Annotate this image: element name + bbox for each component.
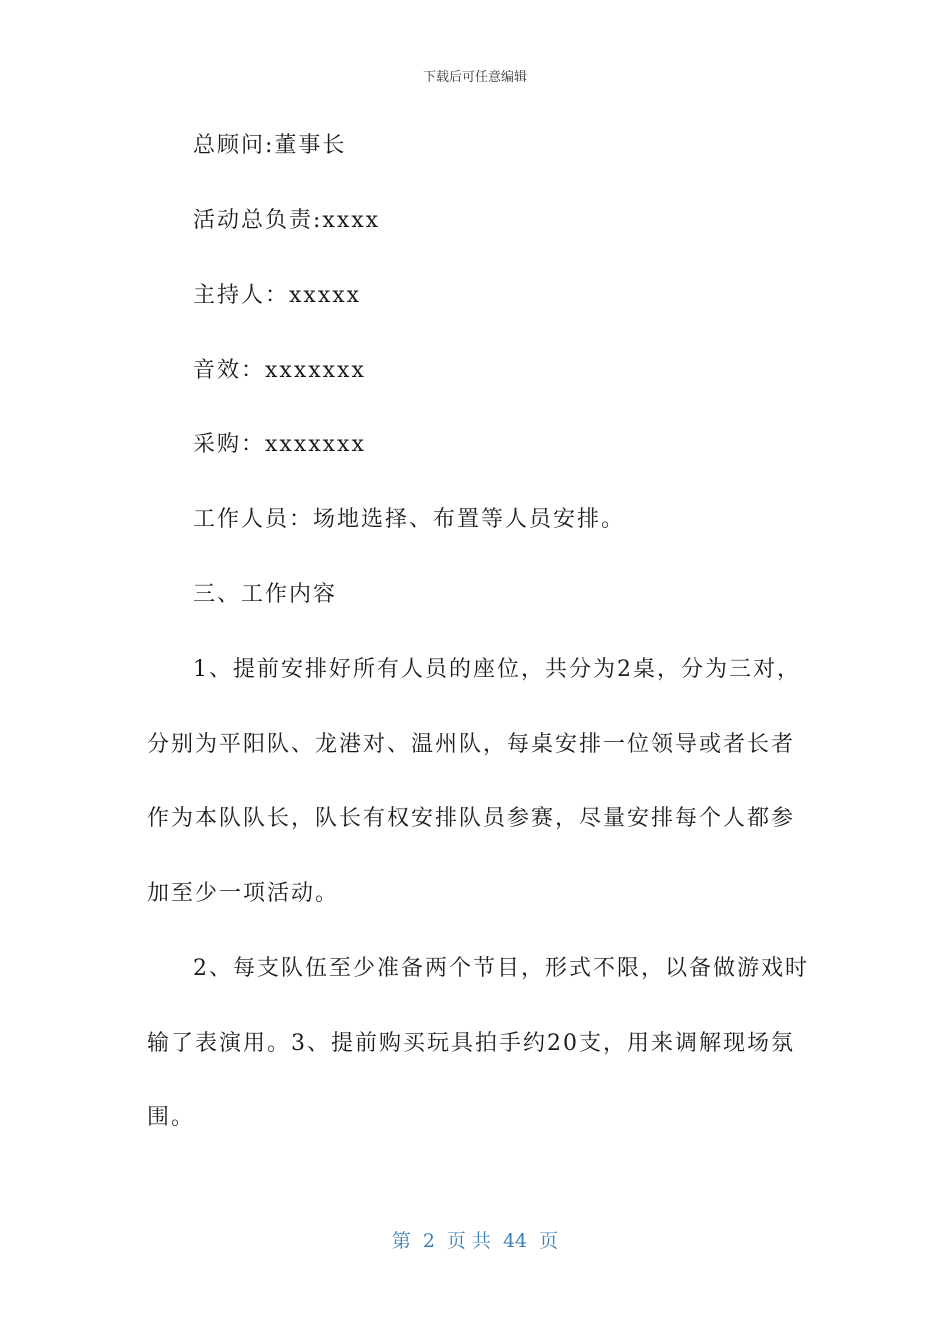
- section-heading-work-content: 三、工作内容: [193, 582, 338, 607]
- page-header-note: 下载后可任意编辑: [422, 70, 527, 85]
- text-line-item1-a: 1、提前安排好所有人员的座位，共分为2桌，分为三对，: [193, 657, 801, 682]
- text-line-advisor: 总顾问:董事长: [193, 133, 347, 158]
- page-footer: [0, 1226, 950, 1253]
- text-line-item2-a: 2、每支队伍至少准备两个节目，形式不限，以备做游戏时: [193, 956, 809, 981]
- text-line-purchasing: 采购：xxxxxxx: [193, 432, 366, 457]
- text-line-item1-d: 加至少一项活动。: [147, 881, 340, 906]
- footer-total-pages: 44: [502, 1230, 528, 1252]
- footer-suffix: 页: [539, 1230, 559, 1252]
- text-line-item2-b: 输了表演用。3、提前购买玩具拍手约20支，用来调解现场氛: [147, 1031, 795, 1056]
- text-line-item1-c: 作为本队队长，队长有权安排队员参赛，尽量安排每个人都参: [147, 806, 796, 831]
- text-line-activity-lead: 活动总负责:xxxx: [193, 208, 381, 233]
- text-line-sound: 音效：xxxxxxx: [193, 358, 366, 383]
- text-line-staff: 工作人员：场地选择、布置等人员安排。: [193, 507, 626, 532]
- text-line-host: 主持人：xxxxx: [193, 283, 362, 308]
- footer-middle: 页 共: [446, 1230, 491, 1252]
- footer-prefix: 第: [391, 1230, 411, 1252]
- text-line-item2-c: 围。: [147, 1105, 196, 1130]
- text-line-item1-b: 分别为平阳队、龙港对、温州队，每桌安排一位领导或者长者: [147, 732, 796, 757]
- footer-current-page: 2: [422, 1230, 435, 1252]
